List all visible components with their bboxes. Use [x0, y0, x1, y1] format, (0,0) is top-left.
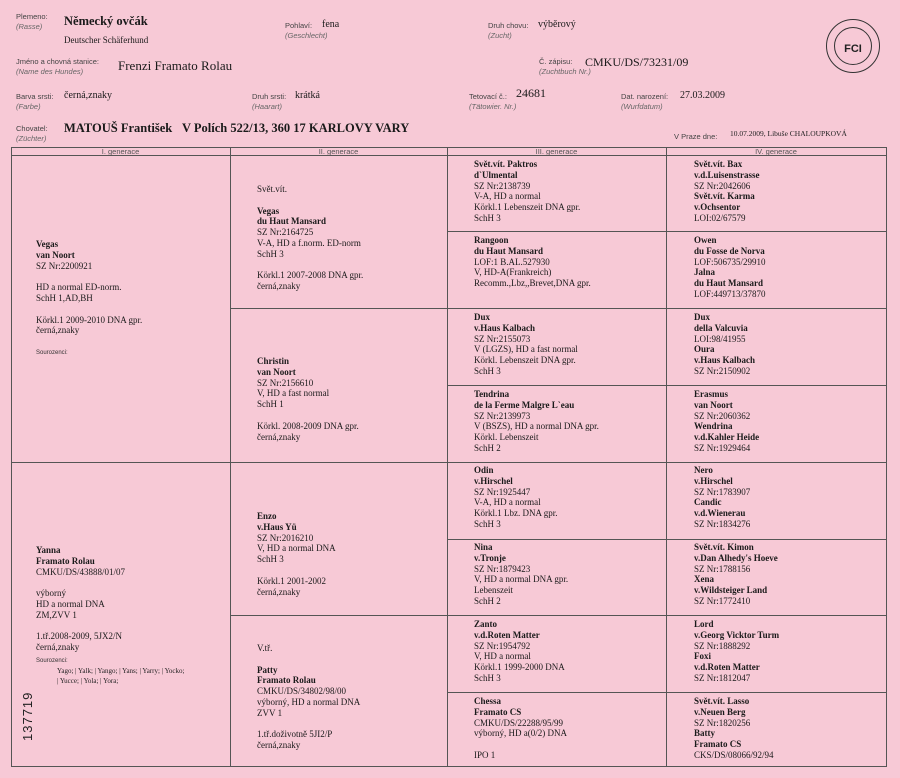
gen3-cell-8: Chessa Framato CS CMKU/DS/22288/95/99 výborný, HD a(0/2) DNA IPO 1 [474, 696, 567, 760]
breed-cz: Německý ovčák [64, 14, 148, 28]
sire-entry: Vegas van Noort SZ Nr:2200921 HD a normal ED-norm. SchH 1,AD,BH Körkl.1 2009-2010 DNA gpr. černá,znaky [36, 239, 143, 336]
pedigree-table [11, 147, 887, 767]
gen2-sire-sire: Svět.vít. Vegas du Haut Mansard SZ Nr:2164725 V-A, HD a f.norm. ED-norm SchH 3 Körkl.1 2007-2008 DNA gpr. černá,znaky [257, 184, 364, 292]
tetovaci-label: Tetovací č.: (Tätowier. Nr.) [469, 92, 517, 111]
gen3-cell-5: Odin v.Hirschel SZ Nr:1925447 V-A, HD a normal Körkl.1 Lbz. DNA gpr. SchH 3 [474, 465, 558, 529]
gen2-dam-dam: V.tř. Patty Framato Rolau CMKU/DS/34802/98/00 výborný, HD a normal DNA ZVV 1 1.tř.doživotně 5JI2/P černá,znaky [257, 643, 361, 751]
gen2-sire-dam: Christin van Noort SZ Nr:2156610 V, HD a fast normal SchH 1 Körkl. 2008-2009 DNA gpr. černá,znaky [257, 356, 359, 442]
gen-heading-1: I. generace [101, 147, 140, 156]
gen3-cell-7: Zanto v.d.Roten Matter SZ Nr:1954792 V, HD a normal Körkl.1 1999-2000 DNA SchH 3 [474, 619, 565, 683]
gen4-cell-3: Dux della Valcuvia LOI:98/41955 Oura v.Haus Kalbach SZ Nr:2150902 [694, 312, 756, 376]
gen-heading-3: III. generace [535, 147, 578, 156]
reg-number: CMKU/DS/73231/09 [585, 55, 689, 69]
tattoo-value: 24681 [516, 86, 546, 100]
gen-heading-2: II. generace [318, 147, 359, 156]
breed-de: Deutscher Schäferhund [64, 35, 149, 45]
gen3-cell-4: Tendrina de la Ferme Malgre L`eau SZ Nr:2139973 V (BSZS), HD a normal DNA gpr. Körkl. Lebenszeit SchH 2 [474, 389, 599, 453]
sire-siblings-label: Sourozenci: [36, 350, 68, 356]
gen3-cell-6: Nina v.Tronje SZ Nr:1879423 V, HD a normal DNA gpr. Lebenszeit SchH 2 [474, 542, 569, 606]
gen3-cell-3: Dux v.Haus Kalbach SZ Nr:2155073 V (LGZS), HD a fast normal Körkl. Lebenszeit DNA gpr. SchH 3 [474, 312, 578, 376]
dam-entry: Yanna Framato Rolau CMKU/DS/43888/01/07 výborný HD a normal DNA ZM,ZVV 1 1.tř.2008-2009, 5JX2/N černá,znaky [36, 545, 126, 653]
zapis-label: Č. zápisu: (Zuchtbuch Nr.) [539, 57, 591, 76]
name-label: Jméno a chovná stanice: (Name des Hundes) [16, 57, 99, 76]
gen2-dam-sire: Enzo v.Haus Yü SZ Nr:2016210 V, HD a normal DNA SchH 3 Körkl.1 2001-2002 černá,znaky [257, 511, 336, 597]
color-value: černá,znaky [64, 90, 113, 101]
fci-logo: FCI [826, 19, 880, 73]
gen4-cell-2: Owen du Fosse de Norva LOF:506735/29910 Jalna du Haut Mansard LOF:449713/37870 [694, 235, 766, 299]
chovatel-label: Chovatel: (Züchter) [16, 124, 48, 143]
barva-label: Barva srsti: (Farbe) [16, 92, 54, 111]
breeding-type-value: výběrový [538, 19, 576, 30]
gen-heading-4: IV. generace [755, 147, 797, 156]
sex-value: fena [322, 19, 340, 30]
birth-date-value: 27.03.2009 [680, 90, 725, 101]
plemeno-label: Plemeno: (Rasse) [16, 12, 48, 31]
gen3-cell-1: Svět.vít. Paktros d`Ulmental SZ Nr:2138739 V-A, HD a normal Körkl.1 Lebenszeit DNA gpr. SchH 3 [474, 159, 581, 223]
gen4-cell-1: Svět.vít. Bax v.d.Luisenstrasse SZ Nr:2042606 Svět.vít. Karma v.Ochsentor LOI:02/67579 [694, 159, 760, 223]
druh-srsti-label: Druh srsti: (Haarart) [252, 92, 287, 111]
praha-label: V Praze dne: [674, 132, 718, 141]
gen4-cell-7: Lord v.Georg Vicktor Turm SZ Nr:1888292 Foxi v.d.Roten Matter SZ Nr:1812047 [694, 619, 780, 683]
gen3-cell-2: Rangoon du Haut Mansard LOF:1 B.AL.527930 V, HD-A(Frankreich) Recomm.,Lbz,,Brevet,DNA gpr. [474, 235, 591, 289]
stamp-number: 137719 [20, 691, 35, 741]
gen4-cell-5: Nero v.Hirschel SZ Nr:1783907 Candic v.d.Wienerau SZ Nr:1834276 [694, 465, 751, 529]
narozeni-label: Dat. narození: (Wurfdatum) [621, 92, 669, 111]
druh-chovu-label: Druh chovu: (Zucht) [488, 21, 529, 40]
gen4-cell-4: Erasmus van Noort SZ Nr:2060362 Wendrina v.d.Kahler Heide SZ Nr:1929464 [694, 389, 760, 453]
dam-siblings-label: Sourozenci: [36, 658, 68, 664]
breeder-name: MATOUŠ František [64, 121, 173, 135]
issue-info: 10.07.2009, Libuše CHALOUPKOVÁ [730, 129, 847, 138]
coat-value: krátká [295, 90, 320, 101]
dam-siblings-list: Yago; | Yalk; | Yango; | Yans; | Yarry; | Yocko; | Yucce; | Yola; | Yora; [57, 667, 185, 685]
gen4-cell-8: Svět.vít. Lasso v.Neuen Berg SZ Nr:1820256 Batty Framato CS CKS/DS/08066/92/94 [694, 696, 774, 760]
dog-name: Frenzi Framato Rolau [118, 58, 233, 73]
gen4-cell-6: Svět.vít. Kimon v.Dan Alhedy's Hoeve SZ Nr:1788156 Xena v.Wildsteiger Land SZ Nr:1772410 [694, 542, 778, 606]
breeder-address: V Polích 522/13, 360 17 KARLOVY VARY [182, 121, 410, 135]
pohlavi-label: Pohlaví: (Geschlecht) [285, 21, 328, 40]
